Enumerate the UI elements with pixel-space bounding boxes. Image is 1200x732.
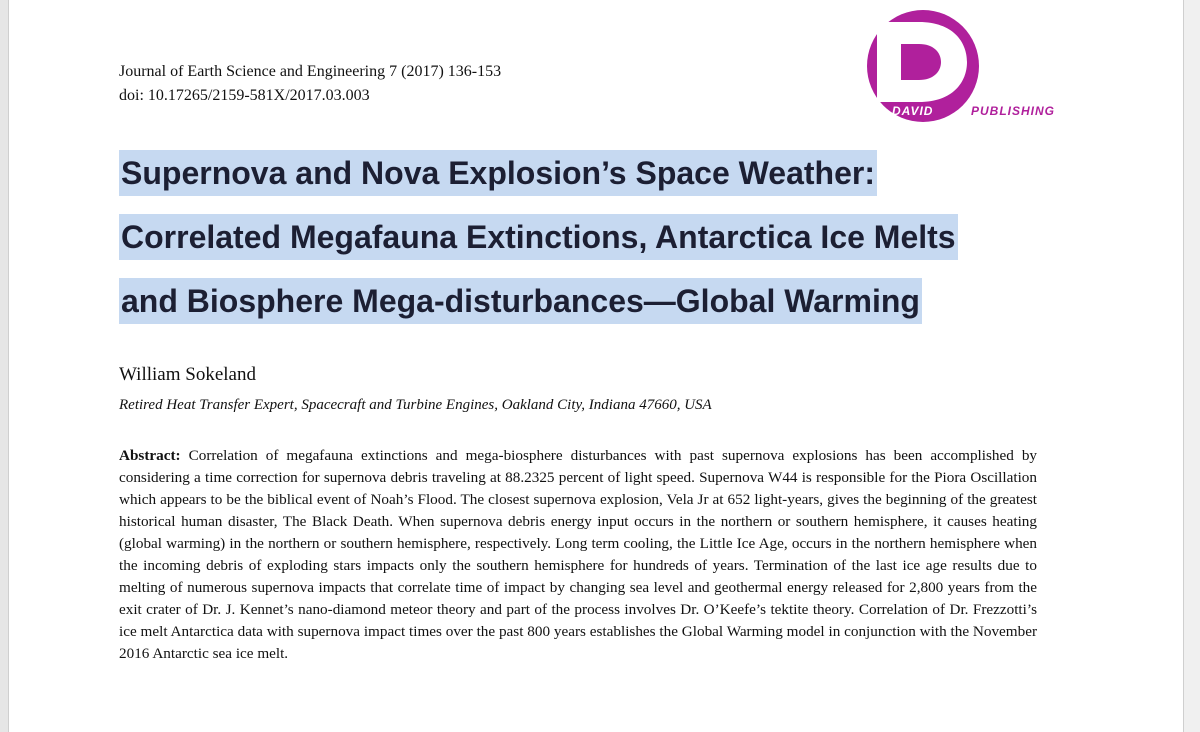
vertical-scrollbar[interactable] <box>1184 0 1200 732</box>
abstract <box>119 445 1037 665</box>
logo-word-david: DAVID <box>892 104 934 118</box>
author-affiliation: Retired Heat Transfer Expert, Spacecraft and Turbine Engines, Oakland City, Indiana 47660, USA <box>119 397 712 413</box>
title-line-3[interactable]: and Biosphere Mega-disturbances—Global Warming <box>119 278 922 324</box>
title-line-1[interactable]: Supernova and Nova Explosion’s Space Weather: <box>119 150 877 196</box>
doi: doi: 10.17265/2159-581X/2017.03.003 <box>119 87 370 104</box>
abstract-label: Abstract: <box>119 447 181 464</box>
logo-d-glyph <box>875 18 971 106</box>
publisher-logo <box>867 10 1087 130</box>
journal-citation: Journal of Earth Science and Engineering 7 (2017) 136-153 <box>119 63 502 80</box>
title-line-2[interactable]: Correlated Megafauna Extinctions, Antarctica Ice Melts <box>119 214 958 260</box>
abstract-text: Correlation of megafauna extinctions and mega-biosphere disturbances with past supernova explosions has been accomplished by considering a time correction for supernova debris traveling at 88.2325 percent of light speed. Supernova W44 is responsible for the Piora Oscillation which appears to be the biblical event of Noah’s Flood. The closest supernova explosion, Vela Jr at 652 light-years, gives the beginning of the greatest historical human disaster, The Black Death. When supernova debris energy input occurs in the northern or southern hemisphere, it causes heating (global warming) in the northern or southern hemisphere, respectively. Long term cooling, the Little Ice Age, occurs in the northern hemisphere when the incoming debris of exploding stars impacts only the southern hemisphere for hundreds of years. Termination of the last ice age results due to melting of numerous supernova impacts that correlate time of impact by changing sea level and geothermal energy released for 2,800 years from the exit crater of Dr. J. Kennet’s nano-diamond meteor theory and part of the process involves Dr. O’Keefe’s tektite theory. Correlation of Dr. Frezzotti’s ice melt Antarctica data with supernova impact times over the past 800 years establishes the Global Warming model in conjunction with the November 2016 Antarctic sea ice melt. <box>119 447 1038 662</box>
logo-word-publishing: PUBLISHING <box>971 104 1056 118</box>
author-name: William Sokeland <box>119 364 256 385</box>
document-page <box>8 0 1184 732</box>
